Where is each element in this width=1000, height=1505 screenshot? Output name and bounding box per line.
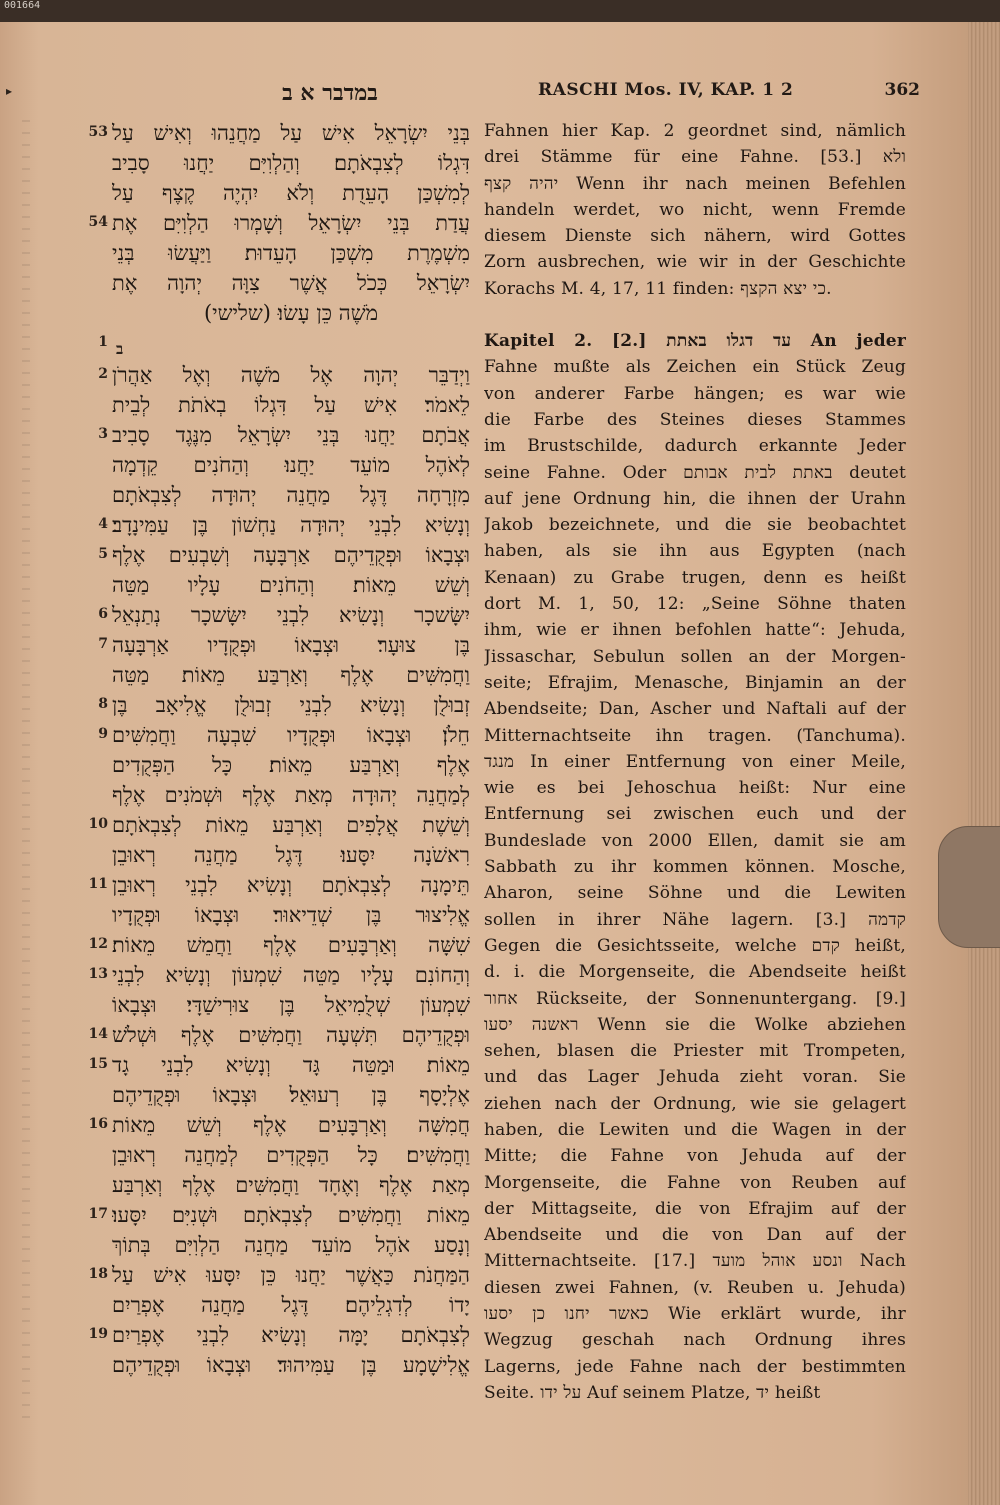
verse-number: 19	[88, 1326, 108, 1342]
commentary-line: ziehen nach der Ordnung, wie sie gelagert	[484, 1093, 906, 1114]
commentary-line: אחור Rückseite, der Sonnenuntergang. [9.]	[484, 988, 906, 1009]
commentary-line: und das Lager Jehuda zieht voran. Sie	[484, 1067, 906, 1088]
hebrew-line: מֵאוֹת׃ וּמַטֵּה גָּד וְנָשִׂיא לִבְנֵי גָד	[112, 1053, 470, 1077]
hebrew-line: לֵאמֹר׃ אִישׁ עַל דִּגְלוֹ בְאֹתֹת לְבֵית	[112, 393, 470, 417]
commentary-line: Fahne mußte als Zeichen ein Stück Zeug	[484, 357, 906, 378]
verse-number: 6	[98, 606, 108, 622]
hebrew-line: הַמַּחֲנֹת כַּאֲשֶׁר יַחֲנוּ כֵּן יִסָּעוּ אִישׁ עַל	[112, 1263, 470, 1287]
verse-number: 53	[88, 124, 108, 140]
commentary-line: seine Fahne. Oder באתת לבית אבותם deutet	[484, 462, 906, 483]
hebrew-line: לְאֹהֶל מוֹעֵד יַחֲנוּ׃ וְהַחֹנִים קֵדְמָה	[112, 453, 470, 477]
verse-number: 3	[98, 426, 108, 442]
verse-number: 2	[98, 366, 108, 382]
hebrew-line: וְנָסַע אֹהֶל מוֹעֵד מַחֲנֵה הַלְוִיִּם בְּתוֹךְ	[112, 1233, 470, 1257]
commentary-column	[484, 118, 906, 1406]
chapter-mark: ב	[116, 340, 124, 358]
commentary-line: Wegzug geschah nach Ordnung ihres	[484, 1330, 906, 1351]
hebrew-line: תֵּימָנָה לְצִבְאֹתָם וְנָשִׂיא לִבְנֵי רְאוּבֵן	[112, 873, 470, 897]
hebrew-line: וְנָשִׂיא לִבְנֵי יְהוּדָה נַחְשׁוֹן בֶּן עַמִּינָדָב׃	[112, 513, 470, 537]
commentary-line: Morgenseite, die Fahne von Reuben auf	[484, 1172, 906, 1193]
verse-number: 11	[88, 876, 108, 892]
running-head-hebrew: במדבר א ב	[282, 80, 378, 106]
commentary-line: Gegen die Gesichtsseite, welche קדם heißt,	[484, 935, 906, 956]
hebrew-line: חֲמִשָּׁה וְאַרְבָּעִים אֶלֶף וְשֵׁשׁ מֵאוֹת	[112, 1113, 470, 1137]
scan-top-strip	[0, 0, 1000, 22]
hebrew-line: רִאשֹׁנָה יִסָּעוּ׃ דֶּגֶל מַחֲנֵה רְאוּבֵן	[112, 843, 470, 867]
page-edge	[968, 20, 1000, 1505]
commentary-line: Jissaschar, Sebulun sollen an der Morgen-	[484, 646, 906, 667]
commentary-line: Seite. על ידו Auf seinem Platze, יד heißt	[484, 1382, 821, 1403]
hebrew-line: וַחֲמִשִּׁים אֶלֶף וְאַרְבַּע מֵאוֹת׃ מַטֵּה	[112, 663, 470, 687]
commentary-line: Zorn ausbrechen, wie wir in der Geschichte	[484, 252, 906, 273]
hebrew-text-column	[112, 118, 470, 1380]
commentary-line: drei Stämme für eine Fahne. [53.] ולא	[484, 147, 906, 168]
running-head-raschi: RASCHI Mos. IV, KAP. 1 2	[538, 80, 794, 100]
verse-number: 15	[88, 1056, 108, 1072]
commentary-line: Kenaan) zu Grabe trugen, denn es heißt	[484, 567, 906, 588]
commentary-line: Mitte; die Fahne von Jehuda auf der	[484, 1146, 906, 1167]
hebrew-line: וַיְדַבֵּר יְהוָה אֶל מֹשֶׁה וְאֶל אַהֲרֹן	[112, 363, 470, 387]
hebrew-line: וּצְבָאוֹ וּפְקֻדֵיהֶם אַרְבָּעָה וְשִׁבְעִים אֶלֶף	[112, 543, 470, 567]
hebrew-line: יִשְׂרָאֵל כְּכֹל אֲשֶׁר צִוָּה יְהוָה אֶת	[112, 271, 470, 295]
verse-number: 9	[98, 726, 108, 742]
hebrew-line: מֹשֶׁה כֵּן עָשׂוּ׃ (שלישי)	[203, 301, 379, 325]
commentary-line: Jakob bezeichnete, und die sie beobachtet	[484, 515, 906, 536]
verse-number: 4	[98, 516, 108, 532]
commentary-line: Aharon, seine Söhne und die Lewiten	[484, 883, 906, 904]
hebrew-line: לְצִבְאֹתָם יָמָּה וְנָשִׂיא לִבְנֵי אֶפְרַיִם	[112, 1323, 470, 1347]
commentary-line	[484, 302, 906, 328]
chapter-heading-line: Kapitel 2. [2.] עד דגלו באתת An jeder	[484, 331, 906, 352]
hebrew-line: אֶלֶף וְאַרְבַּע מֵאוֹת׃ כָּל הַפְּקֻדִים	[112, 753, 470, 777]
hebrew-line: וְשֵׁשֶׁת אֲלָפִים וְאַרְבַּע מֵאוֹת לְצִבְאֹתָם	[112, 813, 470, 837]
binding-shadow	[22, 120, 30, 1420]
commentary-line: Entfernung sei zwischen euch und der	[484, 804, 906, 825]
verse-number: 17	[88, 1206, 108, 1222]
hebrew-line: מֵאוֹת וַחֲמִשִּׁים לְצִבְאֹתָם וּשְׁנִיִּם יִסָּעוּ׃	[112, 1203, 470, 1227]
hebrew-line: וְהַחוֹנִם עָלָיו מַטֵּה שִׁמְעוֹן וְנָשִׂיא לִבְנֵי	[112, 963, 470, 987]
commentary-line: im Brustschilde, dadurch erkannte Jeder	[484, 436, 906, 457]
commentary-line: haben, die Lewiten und die Wagen in der	[484, 1119, 906, 1140]
verse-number: 10	[88, 816, 108, 832]
verse-number: 5	[98, 546, 108, 562]
hebrew-line: אֱלִיצוּר בֶּן שְׁדֵיאוּר׃ וּצְבָאוֹ וּפְקֻדָיו	[112, 903, 470, 927]
commentary-line: sollen in ihrer Nähe lagern. [3.] קדמה	[484, 909, 906, 930]
hebrew-line: וּפְקֻדֵיהֶם תִּשְׁעָה וַחֲמִשִּׁים אֶלֶף וּשְׁלֹשׁ	[112, 1023, 470, 1047]
commentary-line: ihm, wie er ihnen befohlen hatte“: Jehuda,	[484, 620, 906, 641]
commentary-line: von anderer Farbe hängen; es war wie	[484, 383, 906, 404]
hebrew-line: וְשֵׁשׁ מֵאוֹת׃ וְהַחֹנִים עָלָיו מַטֵּה	[112, 573, 470, 597]
commentary-line: seite; Efrajim, Menasche, Binjamin an der	[484, 672, 906, 693]
hebrew-line: חֵלֹן׃ וּצְבָאוֹ וּפְקֻדָיו שִׁבְעָה וַחֲמִשִּׁים	[112, 723, 470, 747]
verse-number: 12	[88, 936, 108, 952]
commentary-line: d. i. die Morgenseite, die Abendseite heißt	[484, 962, 906, 983]
hebrew-line: יָדוֹ לְדִגְלֵיהֶם׃ דֶּגֶל מַחֲנֵה אֶפְרַיִם	[112, 1293, 470, 1317]
commentary-line: Abendseite; Dan, Ascher und Naftali auf der	[484, 699, 906, 720]
commentary-line: Bundeslade von 2000 Ellen, damit sie am	[484, 830, 906, 851]
commentary-line: יהיה קצף Wenn ihr nach meinen Befehlen	[484, 173, 906, 194]
hebrew-line: דִּגְלוֹ לְצִבְאֹתָם׃ וְהַלְוִיִּם יַחֲנוּ סָבִיב	[112, 151, 470, 175]
hebrew-line: אֱלִישָׁמָע בֶּן עַמִּיהוּד׃ וּצְבָאוֹ וּפְקֻדֵיהֶם	[112, 1353, 470, 1377]
margin-mark: ▸	[6, 84, 13, 98]
hebrew-line: אֲבֹתָם יַחֲנוּ בְּנֵי יִשְׂרָאֵל מִנֶּגֶד סָבִיב	[112, 423, 470, 447]
hebrew-line: בְּנֵי יִשְׂרָאֵל אִישׁ עַל מַחֲנֵהוּ וְאִישׁ עַל	[112, 121, 470, 145]
commentary-line: diesem Dienste sich nähern, wird Gottes	[484, 226, 906, 247]
commentary-line: Korachs M. 4, 17, 11 finden: כי יצא הקצף.	[484, 278, 832, 299]
hebrew-line: לְמִשְׁכַּן הָעֵדֻת וְלֹא יִהְיֶה קֶצֶף עַל	[112, 181, 470, 205]
commentary-line: Mitternachtseite ihn tragen. (Tanchuma).	[484, 725, 906, 746]
verse-number: 54	[88, 214, 108, 230]
verse-number: 7	[98, 636, 108, 652]
hebrew-line: יִשָּׂשכָר וְנָשִׂיא לִבְנֵי יִשָּׂשכָר נְתַנְאֵל	[112, 603, 470, 627]
commentary-line: מנגד In einer Entfernung von einer Meile,	[484, 751, 906, 772]
commentary-line: Abendseite und die von Dan auf der	[484, 1225, 906, 1246]
verse-number: 14	[88, 1026, 108, 1042]
commentary-line: die Farbe des Steines dieses Stammes	[484, 409, 906, 430]
commentary-line: diesen zwei Fahnen, (v. Reuben u. Jehuda)	[484, 1277, 906, 1298]
commentary-line: dort M. 1, 50, 12: „Seine Söhne thaten	[484, 594, 906, 615]
verse-number: 18	[88, 1266, 108, 1282]
commentary-line: Lagerns, jede Fahne nach der bestimmten	[484, 1356, 906, 1377]
hebrew-line: שִׁמְעוֹן שְׁלֻמִיאֵל בֶּן צוּרִישַׁדָּי׃ וּצְבָאוֹ	[112, 993, 470, 1017]
thumb-index-tab	[938, 826, 1000, 948]
verse-number: 16	[88, 1116, 108, 1132]
commentary-line: ראשנה יסעו Wenn sie die Wolke abziehen	[484, 1014, 906, 1035]
commentary-line: wie es bei Jehoschua heißt: Nur eine	[484, 778, 906, 799]
hebrew-line: לְמַחֲנֵה יְהוּדָה מְאַת אֶלֶף וּשְׁמֹנִים אֶלֶף	[112, 783, 470, 807]
commentary-line: der Mittagseite, die von Efrajim auf der	[484, 1198, 906, 1219]
hebrew-line: מְאַת אֶלֶף וְאֶחָד וַחֲמִשִּׁים אֶלֶף וְאַרְבַּע	[112, 1173, 470, 1197]
commentary-line: Mitternachtseite. [17.] ונסע אוהל מועד Nach	[484, 1251, 906, 1272]
hebrew-line	[112, 328, 470, 360]
commentary-line: כאשר יחנו כן יסעו Wie erklärt wurde, ihr	[484, 1304, 906, 1325]
hebrew-line: שִׁשָּׁה וְאַרְבָּעִים אֶלֶף וַחֲמֵשׁ מֵאוֹת׃	[112, 933, 470, 957]
hebrew-line: בֶּן צוּעָר׃ וּצְבָאוֹ וּפְקֻדָיו אַרְבָּעָה	[112, 633, 470, 657]
commentary-line: Fahnen hier Kap. 2 geordnet sind, nämlich	[484, 121, 906, 141]
commentary-line: auf jene Ordnung hin, die ihnen der Urahn	[484, 488, 906, 509]
hebrew-line: אֶלְיָסָף בֶּן רְעוּאֵל׃ וּצְבָאוֹ וּפְקֻדֵיהֶם	[112, 1083, 470, 1107]
hebrew-line: מִזְרָחָה דֶּגֶל מַחֲנֵה יְהוּדָה לְצִבְאֹתָם	[112, 483, 470, 507]
hebrew-line: מִשְׁמֶרֶת מִשְׁכַּן הָעֵדוּת׃ וַיַּעֲשׂוּ בְּנֵי	[112, 241, 470, 265]
hebrew-line: זְבוּלֻן וְנָשִׂיא לִבְנֵי זְבוּלֻן אֱלִיאָב בֶּן	[112, 693, 470, 717]
hebrew-line: וַחֲמִשִּׁים׃ כָּל הַפְּקֻדִים לְמַחֲנֵה רְאוּבֵן	[112, 1143, 470, 1167]
scan-id: 001664	[4, 0, 41, 11]
page-number: 362	[884, 80, 920, 100]
verse-number: 8	[98, 696, 108, 712]
verse-number: 13	[88, 966, 108, 982]
commentary-line: Sabbath zu ihr kommen können. Mosche,	[484, 857, 906, 878]
hebrew-line: עֲדַת בְּנֵי יִשְׂרָאֵל וְשָׁמְרוּ הַלְוִיִּם אֶת	[112, 211, 470, 235]
commentary-line: haben, als sie ihn aus Egypten (nach	[484, 541, 906, 562]
verse-number: 1	[98, 334, 108, 350]
commentary-line: handeln werdet, wo nicht, wenn Fremde	[484, 199, 906, 220]
commentary-line: sehen, blasen die Priester mit Trompeten,	[484, 1041, 906, 1062]
